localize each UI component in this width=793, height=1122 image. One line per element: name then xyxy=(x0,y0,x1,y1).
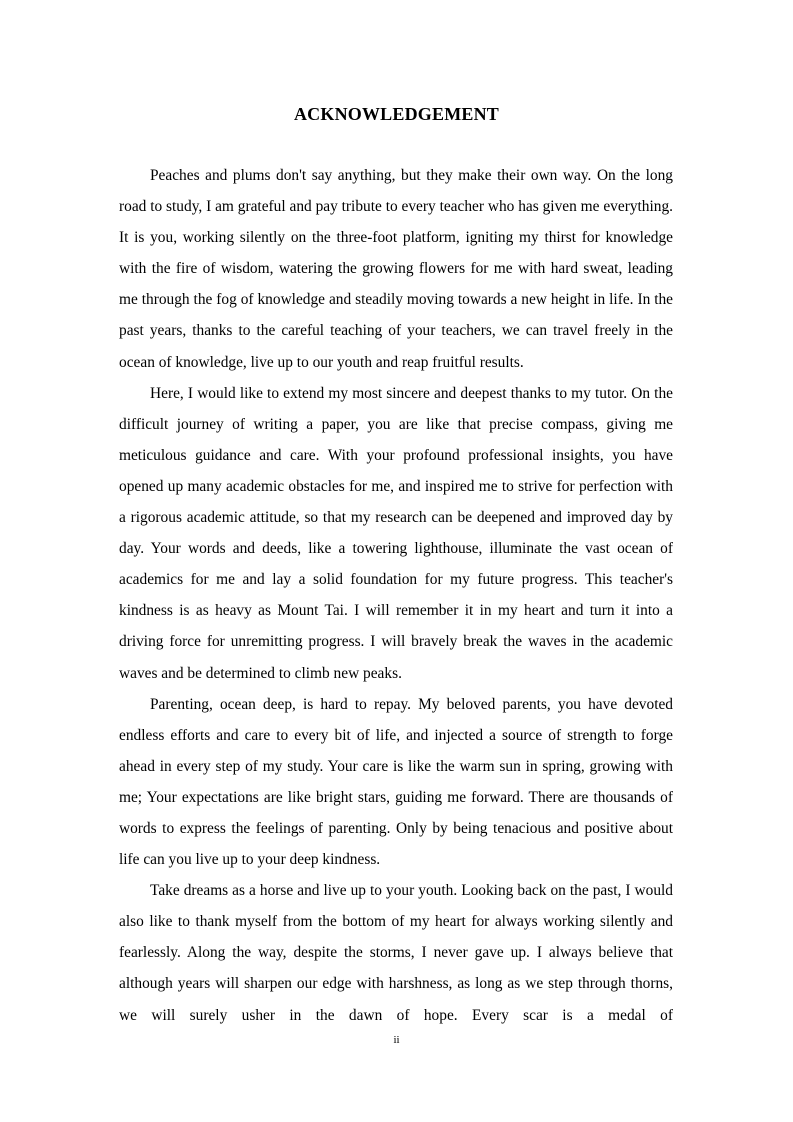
paragraph-parents: Parenting, ocean deep, is hard to repay. My beloved parents, you have devoted endless efforts and care to every bit of life, and injected a source of strength to forge ahead in every step of my study. Your care is like the warm sun in spring, growing with me; Your expectations are like bright stars, guiding me forward. There are thousands of words to express the feelings of parenting. Only by being tenacious and positive about life can you live up to your deep kindness. xyxy=(119,695,673,869)
page-number: ii xyxy=(393,1034,400,1046)
paragraph-tutor: Here, I would like to extend my most sincere and deepest thanks to my tutor. On the difficult journey of writing a paper, you are like that precise compass, giving me meticulous guidance and care. With your profound professional insights, you have opened up many academic obstacles for me, and inspired me to strive for perfection with a rigorous academic attitude, so that my research can be deepened and improved day by day. Your words and deeds, like a towering lighthouse, illuminate the vast ocean of academics for me and lay a solid foundation for my future progress. This teacher's kindness is as heavy as Mount Tai. I will remember it in my heart and turn it into a driving force for unremitting progress. I will bravely break the waves in the academic waves and be determined to climb new peaks. xyxy=(119,384,673,682)
page-title: ACKNOWLEDGEMENT xyxy=(293,104,500,124)
acknowledgement-body xyxy=(119,160,673,1031)
paragraph-teachers: Peaches and plums don't say anything, but they make their own way. On the long road to study, I am grateful and pay tribute to every teacher who has given me everything. It is you, working silently on the three-foot platform, igniting my thirst for knowledge with the fire of wisdom, watering the growing flowers for me with hard sweat, leading me through the fog of knowledge and steadily moving towards a new height in life. In the past years, thanks to the careful teaching of your teachers, we can travel freely in the ocean of knowledge, live up to our youth and reap fruitful results. xyxy=(119,167,673,371)
paragraph-self: Take dreams as a horse and live up to your youth. Looking back on the past, I would also like to thank myself from the bottom of my heart for always working silently and fearlessly. Along the way, despite the storms, I never gave up. I always believe that although years will sharpen our edge with harshness, as long as we step through thorns, we will surely usher in the dawn of hope. Every scar is a medal of xyxy=(119,882,673,1024)
